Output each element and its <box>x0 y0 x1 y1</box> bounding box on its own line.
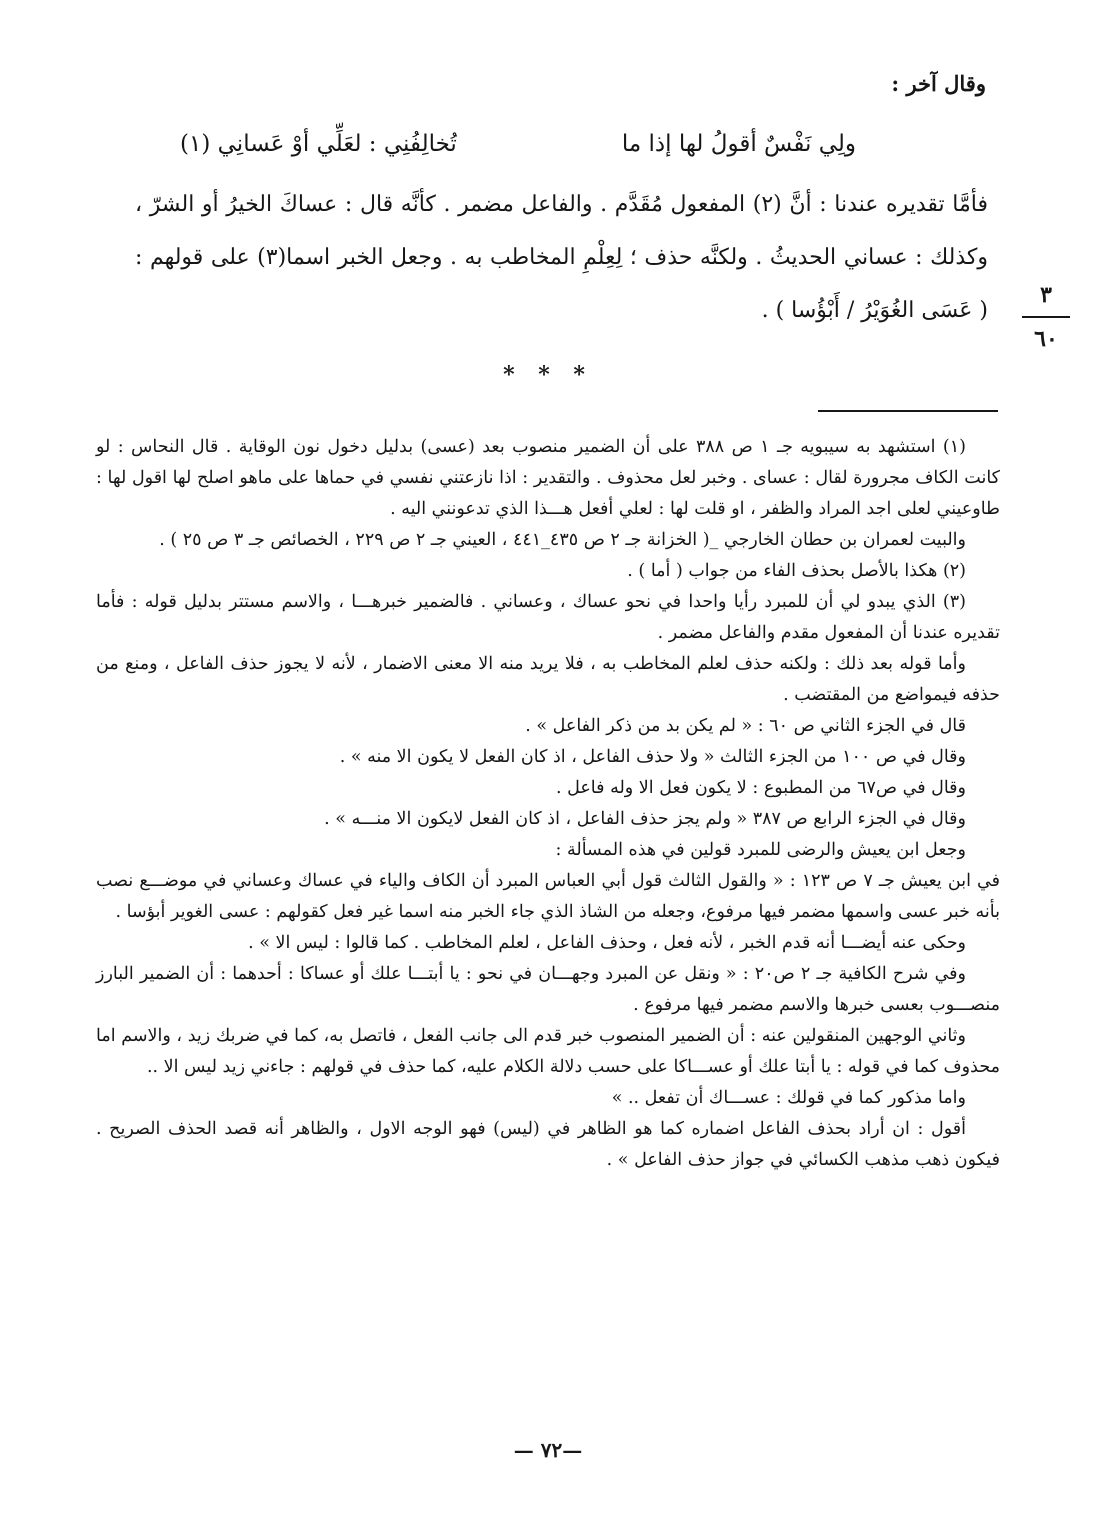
margin-reference-page: ٦٠ <box>1034 326 1058 352</box>
footnotes-section <box>96 432 1000 1176</box>
footnote-paragraph: قال في الجزء الثاني ص ٦٠ : « لم يكن بد من ذكر الفاعل » . <box>525 716 966 736</box>
footnote-paragraph: وحكى عنه أيضـــا أنه قدم الخبر ، لأنه فعل ، وحذف الفاعل ، لعلم المخاطب . كما قالوا : ليس الا » . <box>248 933 966 953</box>
body-text <box>135 178 988 337</box>
footnote-divider <box>818 410 998 412</box>
footnote-paragraph: واما مذكور كما في قولك : عســـاك أن تفعل .. » <box>611 1088 966 1108</box>
section-separator: * * * <box>503 362 593 388</box>
footnote-paragraph: في ابن يعيش جـ ٧ ص ١٢٣ : « والقول الثالث قول أبي العباس المبرد أن الكاف والياء في عساك وعساني في موضـــع نصب بأنه خبر عسى واسمها مضمر فيها مرفوع، وجعله من الشاذ الذي جاء الخبر منه اسما غير فعل كقولهم : عسى الغوير أبؤسا . <box>96 871 1000 922</box>
margin-reference <box>1022 280 1070 354</box>
body-paragraph: فأمَّا تقديره عندنا : أنَّ (٢) المفعول مُقَدَّم . والفاعل مضمر . كأنَّه قال : عساكَ الخيرُ أو الشرّ ، وكذلك : عساني الحديثُ . ولكنَّه حذف ؛ لِعِلْمِ المخاطب به . وجعل الخبر اسما(٣) على قولهم : ( عَسَى الغُوَيْرُ / أَبْؤُسا ) . <box>135 192 989 323</box>
footnote-paragraph: (١) استشهد به سيبويه جـ ١ ص ٣٨٨ على أن الضمير منصوب بعد (عسى) بدليل دخول نون الوقاية . قال النحاس : لو كانت الكاف مجرورة لقال : عساى . وخبر لعل محذوف . والتقدير : اذا نازعتني نفسي في حماها على ماهو اصلح لها اقول لها : طاوعيني لعلى اجد المراد والظفر ، او قلت لها : لعلي أفعل هـــذا الذي تدعونني اليه . <box>96 437 1000 519</box>
footnote-paragraph: وقال في الجزء الرابع ص ٣٨٧ « ولم يجز حذف الفاعل ، اذ كان الفعل لايكون الا منـــه » . <box>324 809 966 829</box>
footnote-paragraph: وجعل ابن يعيش والرضى للمبرد قولين في هذه المسألة : <box>555 840 966 860</box>
page-number: —٧٢ — <box>513 1438 583 1462</box>
footnote-paragraph: وأما قوله بعد ذلك : ولكنه حذف لعلم المخاطب به ، فلا يريد منه الا معنى الاضمار ، لأنه لا يجوز حذف الفاعل ، ومنع من حذفه فيمواضع من المقتضب . <box>96 654 1000 705</box>
footnote-paragraph: وفي شرح الكافية جـ ٢ ص٢٠ : « ونقل عن المبرد وجهـــان في نحو : يا أبتـــا علك أو عساكا : أحدهما : أن الضمير البارز منصـــوب بعسى خبرها والاسم مضمر فيها مرفوع . <box>96 964 1000 1015</box>
footnote-paragraph: وقال في ص٦٧ من المطبوع : لا يكون فعل الا وله فاعل . <box>555 778 966 798</box>
footnote-paragraph: والبيت لعمران بن حطان الخارجي _( الخزانة جـ ٢ ص ٤٣٥_٤٤١ ، العيني جـ ٢ ص ٢٢٩ ، الخصائص جـ ٣ ص ٢٥ ) . <box>159 530 966 550</box>
intro-line: وقال آخر : <box>891 71 986 96</box>
margin-reference-part: ٣ <box>1022 280 1070 318</box>
footnote-paragraph: وقال في ص ١٠٠ من الجزء الثالث « ولا حذف الفاعل ، اذ كان الفعل لا يكون الا منه » . <box>339 747 966 767</box>
verse-first-hemistich: ولِي نَفْسٌ أقولُ لها إذا ما <box>621 131 856 157</box>
footnote-paragraph: وثاني الوجهين المنقولين عنه : أن الضمير المنصوب خبر قدم الى جانب الفعل ، فاتصل به، كما في ضربك زيد ، والاسم اما محذوف كما في قوله : يا أبتا علك أو عســـاكا على حسب دلالة الكلام عليه، كما حذف في قولهم : جاءني زيد ليس الا .. <box>96 1026 1000 1077</box>
footnote-paragraph: (٢) هكذا بالأصل بحذف الفاء من جواب ( أما ) . <box>627 561 966 581</box>
footnote-paragraph: أقول : ان أراد بحذف الفاعل اضماره كما هو الظاهر في (ليس) فهو الوجه الاول ، والظاهر أنه قصد الحذف الصريح . فيكون ذهب مذهب الكسائي في جواز حذف الفاعل » . <box>96 1119 1000 1170</box>
poetry-verse <box>180 124 856 164</box>
verse-second-hemistich: تُخالِفُنِي : لعَلِّي أوْ عَسانِي (١) <box>180 131 457 157</box>
footnote-paragraph: (٣) الذي يبدو لي أن للمبرد رأيا واحدا في نحو عساك ، وعساني . فالضمير خبرهـــا ، والاسم مستتر بدليل قوله : فأما تقديره عندنا أن المفعول مقدم والفاعل مضمر . <box>96 592 1000 643</box>
